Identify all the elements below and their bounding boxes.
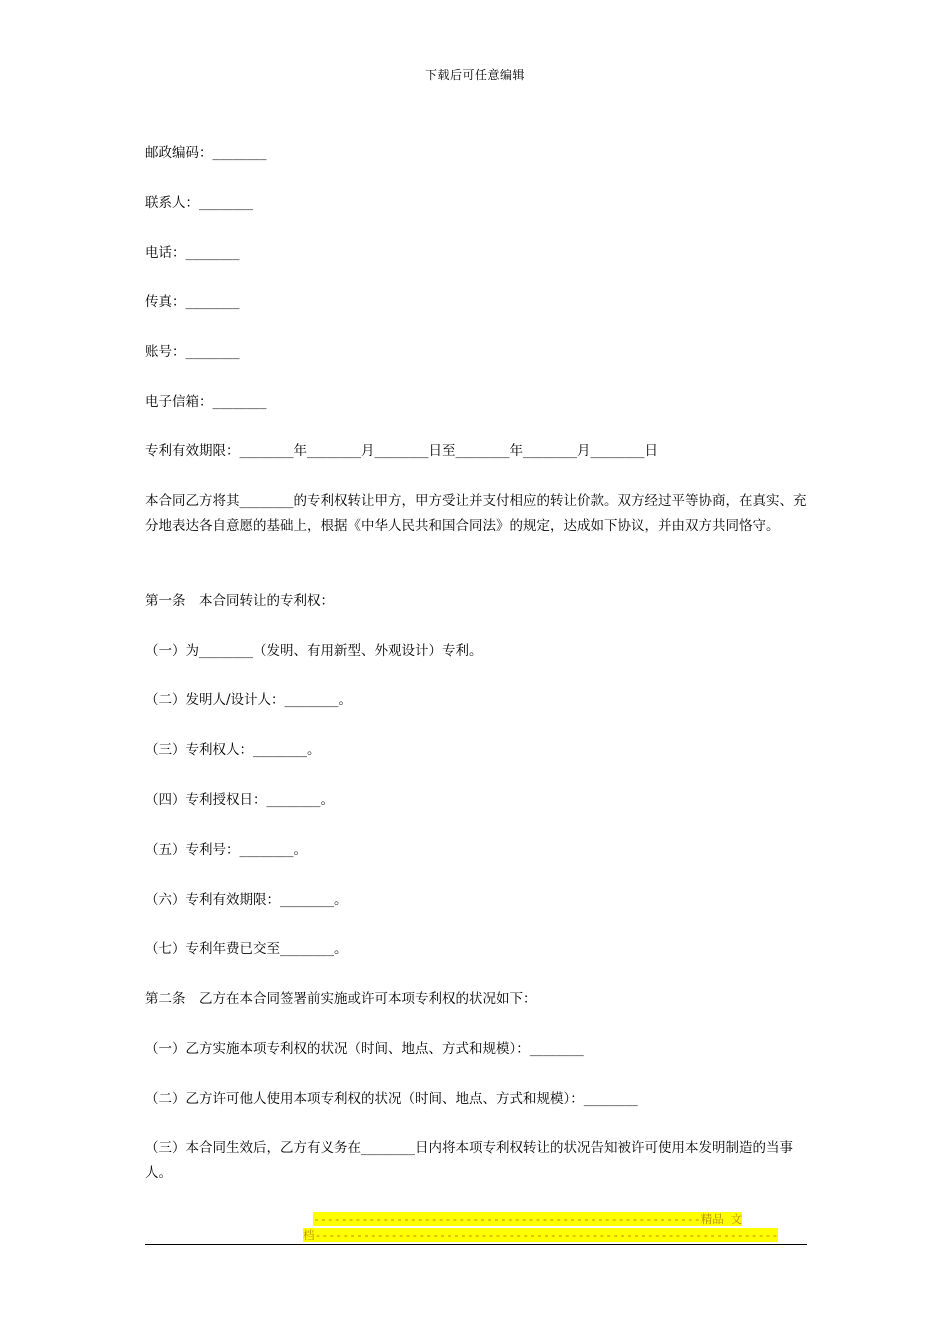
- footer-watermark-line-1: [0, 1211, 950, 1227]
- contact-line: 联系人：________: [145, 195, 253, 211]
- postal-code-line: 邮政编码：________: [145, 145, 267, 161]
- footer-watermark-text-2: 档-------------------------------------------------------------------: [303, 1228, 779, 1242]
- article-1-item: （四）专利授权日：________。: [145, 792, 334, 808]
- fax-line: 传真：________: [145, 294, 240, 310]
- page-header: 下载后可任意编辑: [424, 68, 525, 82]
- article-1-item: （六）专利有效期限：________。: [145, 892, 348, 908]
- article-1-item: （三）专利权人：________。: [145, 742, 321, 758]
- article-1-item: （一）为________（发明、有用新型、外观设计）专利。: [145, 643, 483, 659]
- article-2-item: （二）乙方许可他人使用本项专利权的状况（时间、地点、方式和规模）：________: [145, 1091, 638, 1107]
- footer-rule: [145, 1244, 807, 1245]
- account-line: 账号：________: [145, 344, 240, 360]
- article-2-item: （一）乙方实施本项专利权的状况（时间、地点、方式和规模）：________: [145, 1041, 584, 1057]
- phone-line: 电话：________: [145, 245, 240, 261]
- patent-validity-line: 专利有效期限：________年________月________日至________年________月________日: [145, 443, 658, 459]
- intro-paragraph: 本合同乙方将其________的专利权转让甲方，甲方受让并支付相应的转让价款。双方经过平等协商，在真实、充分地表达各自意愿的基础上，根据《中华人民共和国合同法》的规定，达成如下协议，并由双方共同恪守。: [145, 493, 807, 534]
- article-1-title: 第一条 本合同转让的专利权：: [145, 593, 334, 609]
- footer-watermark-line-2: [0, 1227, 950, 1243]
- article-2-item: （三）本合同生效后，乙方有义务在________日内将本项专利权转让的状况告知被许可使用本发明制造的当事人。: [145, 1140, 793, 1181]
- article-2-title: 第二条 乙方在本合同签署前实施或许可本项专利权的状况如下：: [145, 991, 537, 1007]
- article-1-item: （二）发明人/设计人：________。: [145, 692, 353, 708]
- article-1-item: （七）专利年费已交至________。: [145, 941, 348, 957]
- article-1-item: （五）专利号：________。: [145, 842, 307, 858]
- email-line: 电子信箱：________: [145, 394, 267, 410]
- footer-watermark-text-1: --------------------------------------------------------精品 文: [313, 1212, 743, 1226]
